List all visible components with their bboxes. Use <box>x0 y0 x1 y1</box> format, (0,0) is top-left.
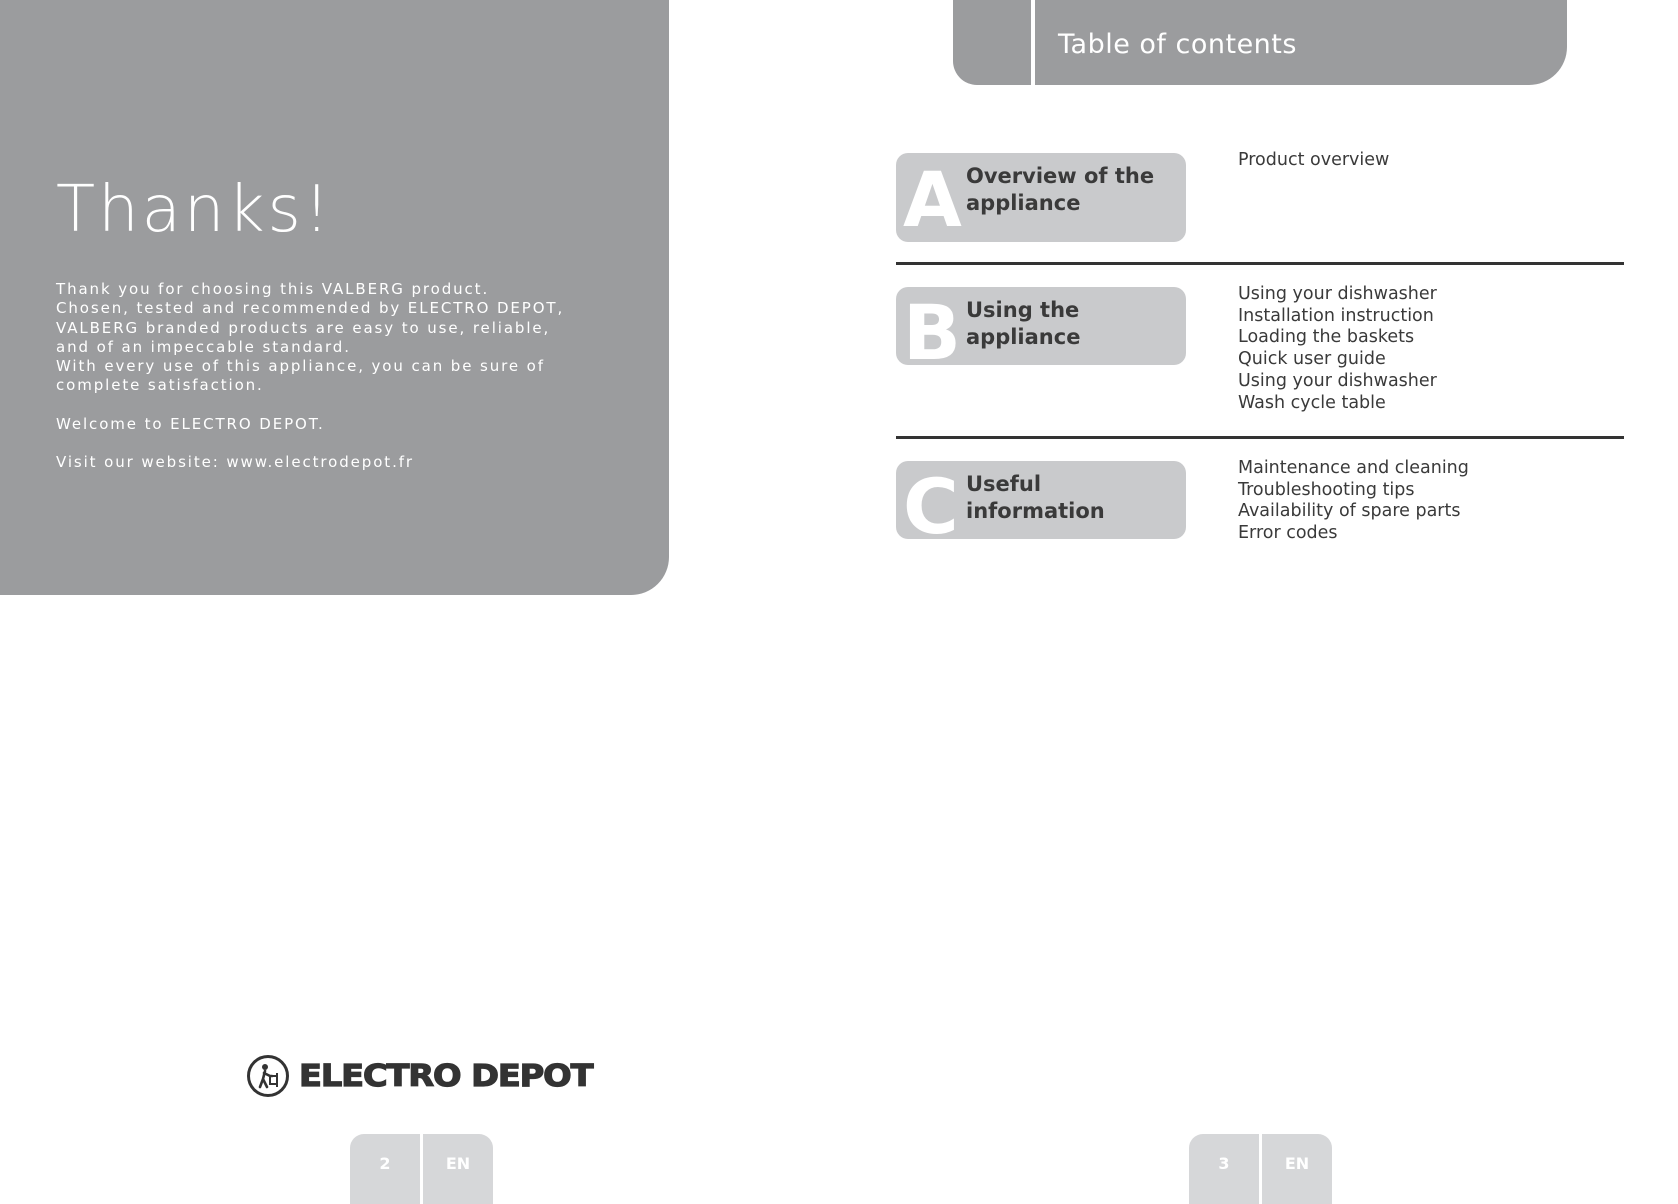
section-title: Overview of the appliance <box>966 164 1155 215</box>
page-number: 2 <box>379 1154 391 1173</box>
toc-item[interactable]: Using your dishwasher <box>1238 370 1437 391</box>
toc-item[interactable]: Installation instruction <box>1238 305 1434 326</box>
language-label: EN <box>1284 1154 1310 1173</box>
toc-header <box>953 0 1567 85</box>
toc-item[interactable]: Using your dishwasher <box>1238 284 1437 304</box>
section-letter: C <box>903 462 959 539</box>
section-b-items <box>1238 284 1437 414</box>
toc-item[interactable]: Quick user guide <box>1238 349 1386 370</box>
thanks-line: With every use of this appliance, you can be sure of <box>56 357 545 376</box>
toc-title: Table of contents <box>1058 29 1297 60</box>
thanks-title: Thanks! <box>56 173 333 247</box>
toc-item[interactable]: Loading the baskets <box>1238 327 1415 348</box>
welcome-text: Welcome to ELECTRO DEPOT. <box>56 414 325 433</box>
section-a-box[interactable] <box>896 153 1186 242</box>
shopper-cart-icon <box>247 1055 289 1097</box>
toc-item[interactable]: Product overview <box>1238 150 1390 170</box>
electro-depot-logo <box>247 1053 593 1099</box>
section-c-items <box>1238 458 1469 545</box>
toc-item[interactable]: Wash cycle table <box>1238 392 1386 413</box>
thanks-line: Thank you for choosing this VALBERG product. <box>56 280 490 298</box>
toc-item[interactable]: Troubleshooting tips <box>1238 479 1415 500</box>
section-c-box[interactable] <box>896 461 1186 539</box>
thanks-line: and of an impeccable standard. <box>56 337 351 356</box>
toc-item[interactable]: Availability of spare parts <box>1238 501 1461 522</box>
page-tab-right <box>1189 1134 1332 1204</box>
toc-item[interactable]: Error codes <box>1238 523 1338 544</box>
section-letter: B <box>903 288 961 365</box>
thanks-line: complete satisfaction. <box>56 376 264 395</box>
page-number: 3 <box>1218 1154 1230 1173</box>
toc-item[interactable]: Maintenance and cleaning <box>1238 458 1469 478</box>
language-label: EN <box>445 1154 471 1173</box>
section-title: Using the appliance <box>966 298 1081 349</box>
section-title: Useful information <box>966 472 1105 523</box>
section-letter: A <box>903 155 962 242</box>
section-a-items <box>1238 150 1389 172</box>
thanks-line: VALBERG branded products are easy to use, reliable, <box>56 318 551 337</box>
website-text: Visit our website: www.electrodepot.fr <box>56 453 414 472</box>
header-stripe <box>1031 0 1035 85</box>
logo-text: ELECTRO DEPOT <box>299 1058 593 1094</box>
section-divider <box>896 262 1624 265</box>
page-tab-left <box>350 1134 493 1204</box>
thanks-body <box>56 280 576 472</box>
thanks-panel <box>0 0 669 595</box>
section-divider <box>896 436 1624 439</box>
thanks-line: Chosen, tested and recommended by ELECTRO DEPOT, <box>56 299 565 318</box>
section-b-box[interactable] <box>896 287 1186 365</box>
